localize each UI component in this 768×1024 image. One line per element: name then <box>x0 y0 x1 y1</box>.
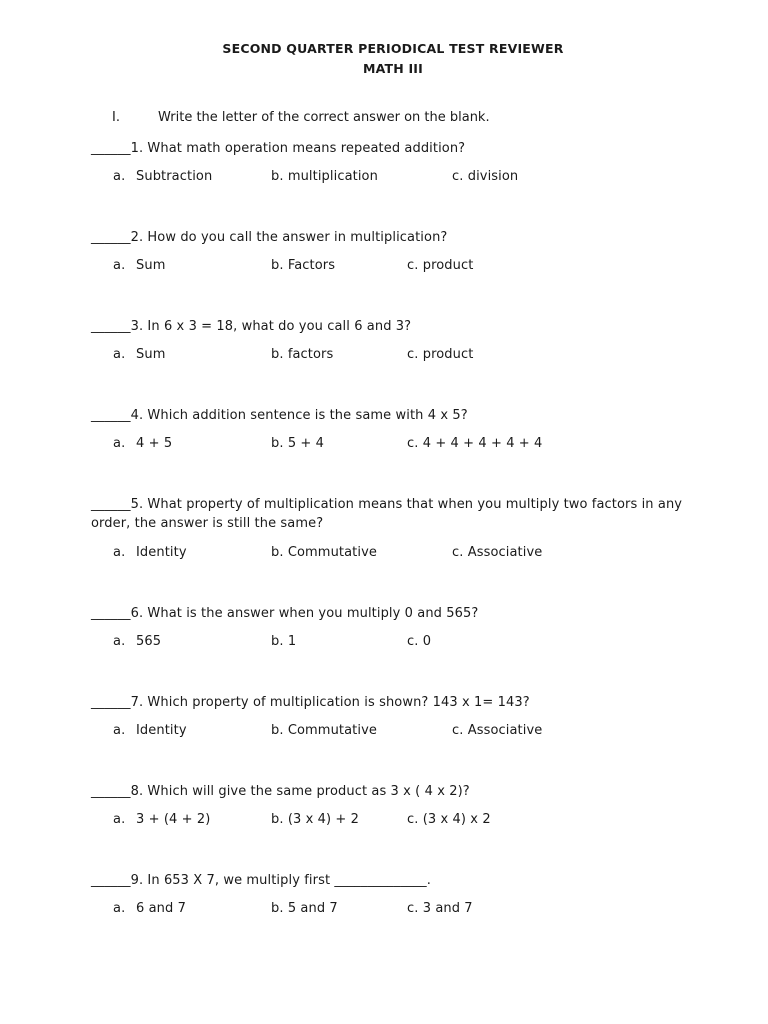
option-a: Sum <box>136 258 166 273</box>
question-4: ______4. Which addition sentence is the same with 4 x 5? <box>91 408 468 423</box>
question-5: ______5. What property of multiplication means that when you multiply two factors in any order, the answer is still the same? <box>91 497 683 531</box>
page-subtitle: MATH III <box>362 61 424 76</box>
option-letter: a. <box>113 812 126 827</box>
option-letter: a. <box>113 169 126 184</box>
option-c: c. product <box>407 347 474 362</box>
option-b: b. 5 and 7 <box>271 901 338 916</box>
option-letter: a. <box>113 258 126 273</box>
option-c: c. (3 x 4) x 2 <box>407 812 491 827</box>
question-7: ______7. Which property of multiplication is shown? 143 x 1= 143? <box>91 695 530 710</box>
question-6: ______6. What is the answer when you multiply 0 and 565? <box>91 606 479 621</box>
option-a: 4 + 5 <box>136 436 173 451</box>
page-title: SECOND QUARTER PERIODICAL TEST REVIEWER <box>222 41 564 56</box>
option-a: 565 <box>136 634 162 649</box>
option-c: c. 4 + 4 + 4 + 4 + 4 <box>407 436 543 451</box>
option-c: c. 0 <box>407 634 432 649</box>
option-letter: a. <box>113 436 126 451</box>
option-c: c. Associative <box>452 545 543 560</box>
option-b: b. Factors <box>271 258 336 273</box>
option-b: b. factors <box>271 347 334 362</box>
option-b: b. multiplication <box>271 169 378 184</box>
option-b: b. Commutative <box>271 723 377 738</box>
option-c: c. 3 and 7 <box>407 901 473 916</box>
option-a: Identity <box>136 545 187 560</box>
option-letter: a. <box>113 634 126 649</box>
question-9: ______9. In 653 X 7, we multiply first ______________. <box>91 873 432 888</box>
instruction-number: I. <box>112 110 120 125</box>
question-8: ______8. Which will give the same product as 3 x ( 4 x 2)? <box>91 784 470 799</box>
option-b: b. 1 <box>271 634 297 649</box>
option-a: 6 and 7 <box>136 901 186 916</box>
option-a: Sum <box>136 347 166 362</box>
option-a: Identity <box>136 723 187 738</box>
question-1: ______1. What math operation means repeated addition? <box>91 141 466 156</box>
option-b: b. Commutative <box>271 545 377 560</box>
option-b: b. (3 x 4) + 2 <box>271 812 359 827</box>
option-c: c. Associative <box>452 723 543 738</box>
question-2: ______2. How do you call the answer in multiplication? <box>91 230 448 245</box>
option-letter: a. <box>113 901 126 916</box>
option-c: c. product <box>407 258 474 273</box>
option-a: Subtraction <box>136 169 213 184</box>
option-c: c. division <box>452 169 519 184</box>
option-letter: a. <box>113 545 126 560</box>
option-a: 3 + (4 + 2) <box>136 812 211 827</box>
option-letter: a. <box>113 723 126 738</box>
option-b: b. 5 + 4 <box>271 436 325 451</box>
instruction-text: Write the letter of the correct answer on the blank. <box>158 110 490 125</box>
option-letter: a. <box>113 347 126 362</box>
question-3: ______3. In 6 x 3 = 18, what do you call 6 and 3? <box>91 319 412 334</box>
